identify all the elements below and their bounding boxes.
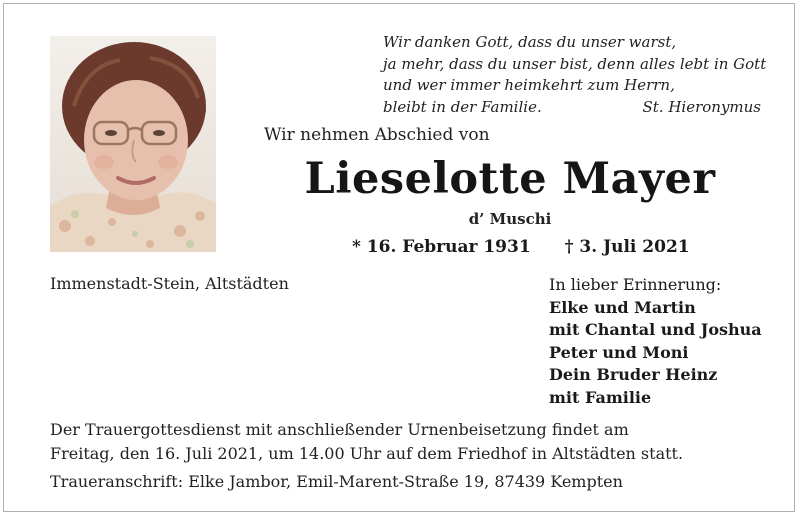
quote-line: bleibt in der Familie. (383, 97, 542, 116)
life-dates (352, 237, 690, 257)
mourner-name: Peter und Moni (549, 342, 689, 362)
service-line: Der Trauergottesdienst mit anschließender Urnenbeisetzung findet am (50, 420, 629, 439)
quote-line: Wir danken Gott, dass du unser warst, (383, 33, 677, 51)
deceased-nickname: d’ Muschi (468, 210, 552, 228)
birth-date: * 16. Februar 1931 (352, 237, 531, 257)
mourner-name: Elke und Martin (549, 297, 696, 317)
mourning-address: Traueranschrift: Elke Jambor, Emil-Marent-Straße 19, 87439 Kempten (50, 472, 623, 491)
residence-place: Immenstadt-Stein, Altstädten (50, 274, 289, 293)
quote-line: und wer immer heimkehrt zum Herrn, (383, 76, 675, 94)
deceased-name: Lieselotte Mayer (304, 154, 716, 204)
quote-line: ja mehr, dass du unser bist, denn alles lebt in Gott (383, 54, 767, 73)
portrait-photo (50, 36, 216, 252)
mourner-name: Dein Bruder Heinz (549, 365, 718, 384)
memorial-quote (383, 32, 767, 118)
death-date: † 3. Juli 2021 (564, 237, 690, 257)
farewell-intro: Wir nehmen Abschied von (264, 125, 490, 145)
funeral-service-info (50, 418, 770, 466)
quote-last-line (383, 97, 761, 119)
quote-author: St. Hieronymus (642, 97, 761, 116)
mourners-list (549, 274, 762, 409)
mourner-name: mit Familie (549, 387, 652, 407)
mourners-header: In lieber Erinnerung: (549, 275, 722, 294)
service-line: Freitag, den 16. Juli 2021, um 14.00 Uhr auf dem Friedhof in Altstädten statt. (50, 444, 684, 463)
obituary-card (3, 3, 795, 512)
mourner-name: mit Chantal und Joshua (549, 320, 762, 339)
